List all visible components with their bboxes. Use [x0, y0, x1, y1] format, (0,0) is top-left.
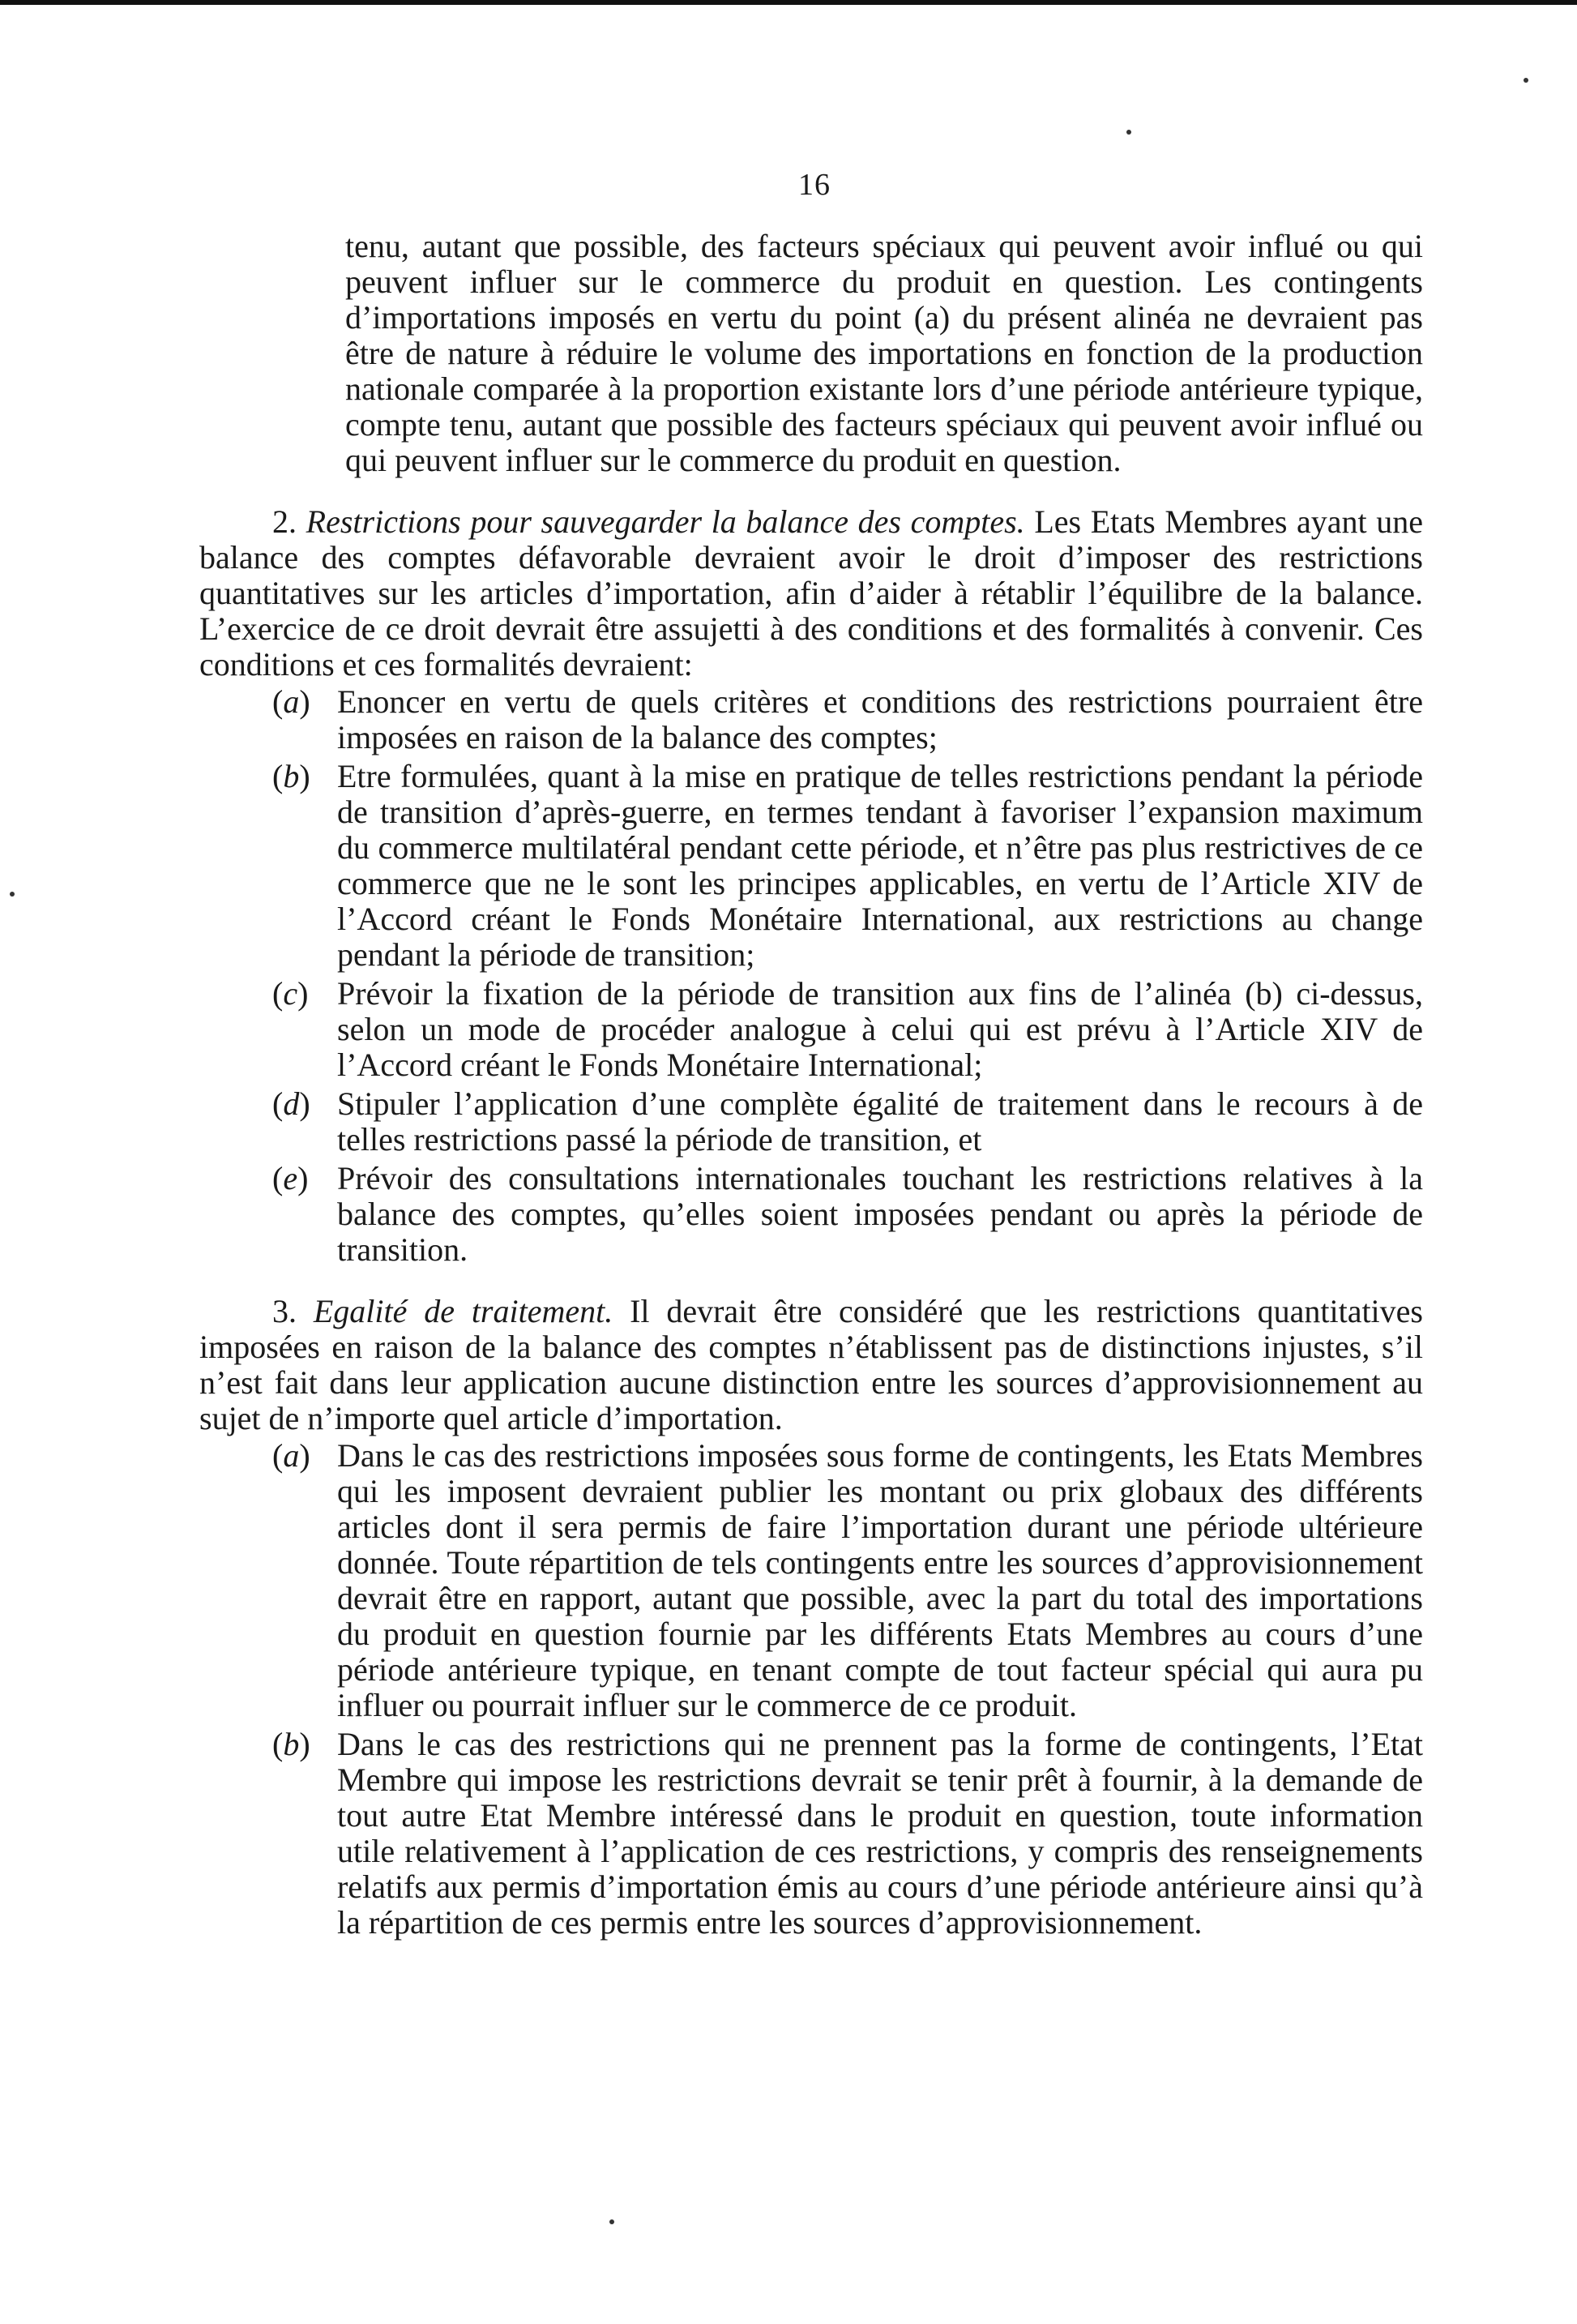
scan-speck: [609, 2219, 614, 2224]
list-item: [199, 759, 1423, 973]
list-item-text: Enoncer en vertu de quels critères et conditions des restrictions pourraient être imposées en raison de la balance des comptes;: [337, 683, 1423, 755]
scan-speck: [1126, 130, 1131, 135]
document-body: [199, 229, 1423, 1967]
list-item-text: Dans le cas des restrictions imposées sous forme de contingents, les Etats Membres qui les imposent devraient publier les montant ou prix globaux des différents articles dont il sera permis de faire l’importation durant une période ultérieure donnée. Toute répartition de tels contingents entre les sources d’approvisionnement devrait être en rapport, autant que possible, avec la part du total des importations du produit en question fournie par les différents Etats Membres au cours d’une période antérieure typique, en tenant compte de tout facteur spécial qui aura pu influer ou pourrait influer sur le commerce de ce produit.: [337, 1437, 1423, 1723]
continuation-paragraph: tenu, autant que possible, des facteurs spéciaux qui peuvent avoir influé ou qui peuvent influer sur le commerce du produit en question. Les contingents d’importations imposés en vertu du point (a) du présent alinéa ne devraient pas être de nature à réduire le volume des importations en fonction de la production nationale comparée à la proportion existante lors d’une période antérieure typique, compte tenu, autant que possible des facteurs spéciaux qui peuvent avoir influé ou qui peuvent influer sur le commerce du produit en question.: [345, 228, 1423, 478]
page-number: 16: [798, 168, 831, 202]
list-marker: (a): [272, 1437, 310, 1474]
list-marker: (d): [272, 1085, 310, 1122]
list-item-text: Prévoir des consultations internationales touchant les restrictions relatives à la balance des comptes, qu’elles soient imposées pendant ou après la période de transition.: [337, 1160, 1423, 1268]
list-marker: (b): [272, 758, 310, 794]
list-marker: (c): [272, 975, 309, 1012]
list-item: [199, 1161, 1423, 1268]
list-item: [199, 1727, 1423, 1941]
list-item: [199, 976, 1423, 1083]
section-3-title: Egalité de traitement.: [313, 1293, 613, 1329]
section-2-number: 2.: [272, 503, 297, 540]
scan-speck: [1524, 78, 1528, 83]
scan-speck: [10, 892, 15, 897]
list-item: [199, 684, 1423, 755]
section-2-intro: [199, 504, 1423, 683]
list-marker: (e): [272, 1160, 309, 1196]
list-item: [199, 1086, 1423, 1158]
section-2-body: Les Etats Membres ayant une balance des comptes défavorable devraient avoir le droit d’imposer des restrictions quantitatives sur les articles d’importation, afin d’aider à rétablir l’équilibre de la balance. L’exercice de ce droit devrait être assujetti à des conditions et des formalités à convenir. Ces conditions et ces formalités devraient:: [199, 503, 1424, 683]
section-3-intro: [199, 1294, 1423, 1436]
list-item-text: Dans le cas des restrictions qui ne prennent pas la forme de contingents, l’Etat Membre qui impose les restrictions devrait se tenir prêt à fournir, à la demande de tout autre Etat Membre intéressé dans le produit en question, toute information utile relativement à l’application de ces restrictions, y compris des renseignements relatifs aux permis d’importation émis au cours d’une période antérieure ainsi qu’à la répartition de ces permis entre les sources d’approvisionnement.: [337, 1726, 1423, 1941]
list-item: [199, 1438, 1423, 1723]
list-marker: (b): [272, 1726, 310, 1762]
section-2-list: [199, 684, 1423, 1268]
list-item-text: Etre formulées, quant à la mise en pratique de telles restrictions pendant la période de transition d’après-guerre, en termes tendant à favoriser l’expansion maximum du commerce multilatéral pendant cette période, et n’être pas plus restrictives de ce commerce que ne le sont les principes applicables, en vertu de l’Article XIV de l’Accord créant le Fonds Monétaire International, aux restrictions au change pendant la période de transition;: [337, 758, 1423, 973]
section-3-list: [199, 1438, 1423, 1941]
list-item-text: Prévoir la fixation de la période de transition aux fins de l’alinéa (b) ci-dessus, selon un mode de procéder analogue à celui qui est prévu à l’Article XIV de l’Accord créant le Fonds Monétaire International;: [337, 975, 1423, 1083]
section-3-body: Il devrait être considéré que les restrictions quantitatives imposées en raison de la balance des comptes n’établissent pas de distinctions injustes, s’il n’est fait dans leur application aucune distinction entre les sources d’approvisionnement au sujet de n’importe quel article d’importation.: [199, 1293, 1423, 1436]
section-2-title: Restrictions pour sauvegarder la balance des comptes.: [306, 503, 1025, 540]
section-3-number: 3.: [272, 1293, 297, 1329]
list-item-text: Stipuler l’application d’une complète égalité de traitement dans le recours à de telles restrictions passé la période de transition, et: [337, 1085, 1423, 1158]
top-border-line: [0, 0, 1577, 5]
list-marker: (a): [272, 683, 310, 720]
